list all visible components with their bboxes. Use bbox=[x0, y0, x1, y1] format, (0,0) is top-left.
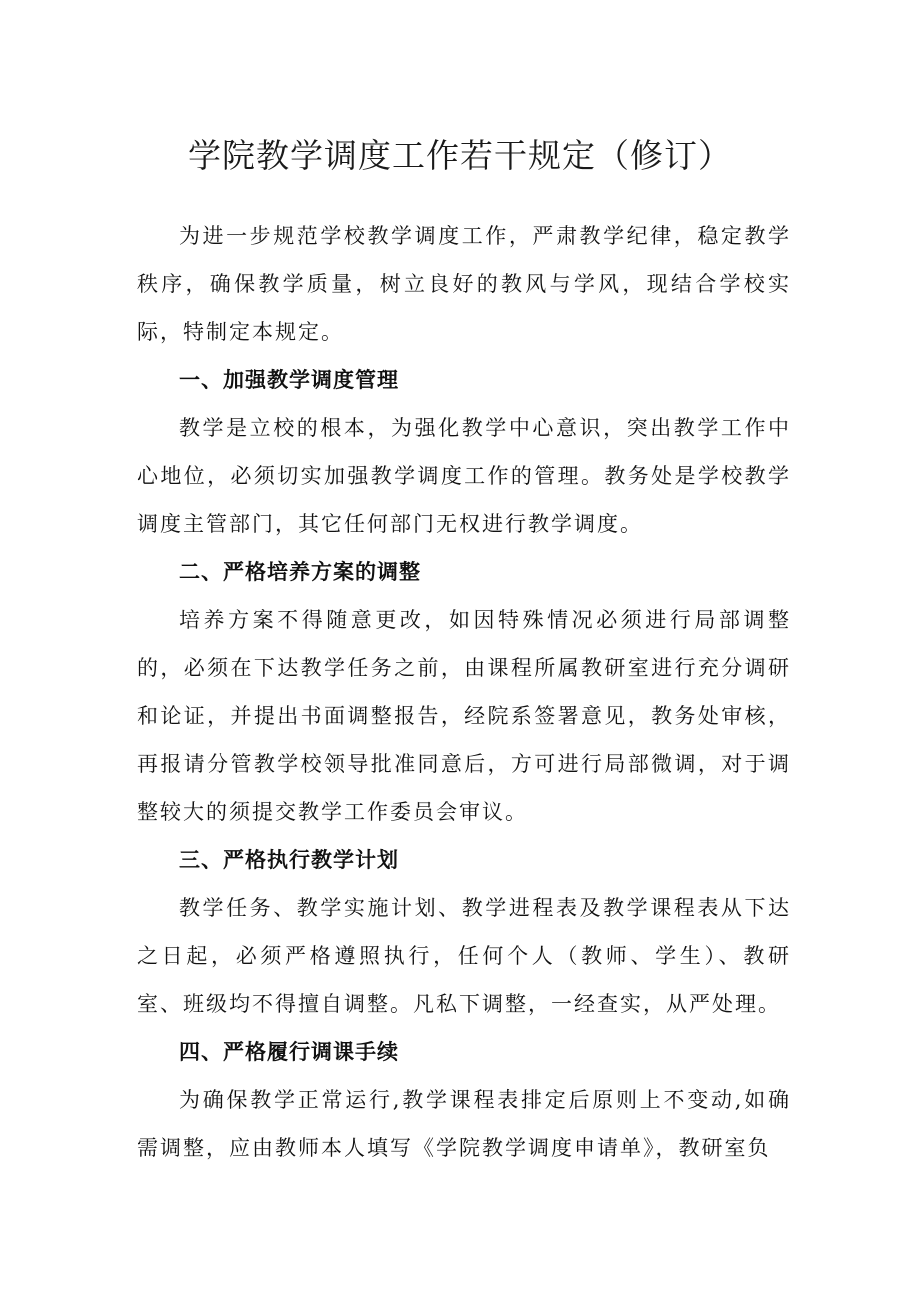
section-4-paragraph: 为确保教学正常运行,教学课程表排定后原则上不变动,如确需调整，应由教师本人填写《学院教学调度申请单》，教研室负 bbox=[137, 1088, 791, 1160]
section-1-heading: 一、加强教学调度管理 bbox=[179, 368, 399, 392]
document-title: 学院教学调度工作若干规定（修订） bbox=[188, 136, 732, 175]
intro-paragraph: 为进一步规范学校教学调度工作，严肃教学纪律，稳定教学秩序，确保教学质量，树立良好的教风与学风，现结合学校实际，特制定本规定。 bbox=[137, 224, 791, 344]
section-3-paragraph: 教学任务、教学实施计划、教学进程表及教学课程表从下达之日起，必须严格遵照执行，任何个人（教师、学生）、教研室、班级均不得擅自调整。凡私下调整，一经查实，从严处理。 bbox=[137, 896, 791, 1016]
section-2-heading: 二、严格培养方案的调整 bbox=[179, 560, 421, 584]
section-4-heading: 四、严格履行调课手续 bbox=[179, 1040, 399, 1064]
section-3-heading: 三、严格执行教学计划 bbox=[179, 848, 399, 872]
section-2-paragraph: 培养方案不得随意更改，如因特殊情况必须进行局部调整的，必须在下达教学任务之前，由课程所属教研室进行充分调研和论证，并提出书面调整报告，经院系签署意见，教务处审核，再报请分管教学校领导批准同意后，方可进行局部微调，对于调整较大的须提交教学工作委员会审议。 bbox=[137, 608, 791, 824]
document-body bbox=[137, 212, 791, 1172]
section-1-paragraph: 教学是立校的根本，为强化教学中心意识，突出教学工作中心地位，必须切实加强教学调度工作的管理。教务处是学校教学调度主管部门，其它任何部门无权进行教学调度。 bbox=[137, 416, 791, 536]
